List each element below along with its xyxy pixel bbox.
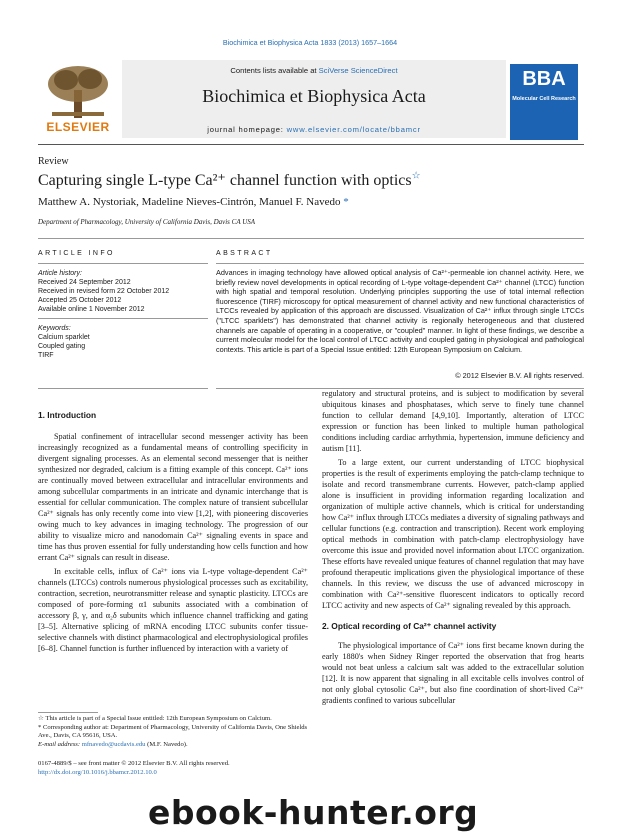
body-column-left xyxy=(38,410,308,654)
history-label: Article history: xyxy=(38,270,82,277)
history-revised: Received in revised form 22 October 2012 xyxy=(38,288,170,295)
article-history xyxy=(38,269,208,314)
history-accepted: Accepted 25 October 2012 xyxy=(38,297,122,304)
cover-subtitle: Molecular Cell Research xyxy=(512,96,576,102)
info-divider xyxy=(38,263,208,264)
journal-title: Biochimica et Biophysica Acta xyxy=(202,86,426,106)
article-title xyxy=(38,170,421,190)
homepage-link[interactable]: www.elsevier.com/locate/bbamcr xyxy=(286,125,421,134)
paragraph: The physiological importance of Ca²⁺ ions first became known during the early 1880's when Sidney Ringer reported the observation that frog hearts would not beat unless a calcium salt was added to the extracellular solution [12]. It is now apparent that signaling in all excitable cells involves control of not only global cytosolic Ca²⁺, but also fine coordination of short-lived Ca²⁺ gradients confined to various subcellular xyxy=(322,641,584,705)
contents-prefix: Contents lists available at xyxy=(230,66,319,75)
title-divider xyxy=(38,238,584,239)
cover-title: BBA xyxy=(522,68,566,90)
footnotes xyxy=(38,715,308,749)
header-divider xyxy=(38,144,584,145)
footnote-corresponding-author: * Corresponding author at: Department of Pharmacology, University of California Davis, One Shields Ave., Davis, CA 95616, USA. xyxy=(38,723,308,740)
footnote-divider xyxy=(38,712,98,713)
abstract-copyright: © 2012 Elsevier B.V. All rights reserved. xyxy=(455,371,584,380)
homepage-prefix: journal homepage: xyxy=(207,125,287,134)
issn-line: 0167-4889/$ – see front matter © 2012 Elsevier B.V. All rights reserved. xyxy=(38,760,230,767)
title-star-footnote[interactable]: ☆ xyxy=(411,170,421,182)
section-heading-introduction: 1. Introduction xyxy=(38,410,97,420)
contents-line xyxy=(122,66,506,75)
email-label: E-mail address: xyxy=(38,740,82,748)
affiliation: Department of Pharmacology, University of California Davis, Davis CA USA xyxy=(38,218,256,226)
section-heading-optical-recording: 2. Optical recording of Ca²⁺ channel activity xyxy=(322,621,497,631)
sciencedirect-link[interactable]: SciVerse ScienceDirect xyxy=(318,66,398,75)
journal-citation[interactable]: Biochimica et Biophysica Acta 1833 (2013) 1657–1664 xyxy=(222,38,398,47)
history-online: Available online 1 November 2012 xyxy=(38,306,145,313)
abstract-text: Advances in imaging technology have allowed optical analysis of Ca²⁺-permeable ion channel activity. Here, we briefly review novel developments in optical recording of L-type voltage-dependent Ca²⁺ channel (LTCC) function with high spatial and temporal resolution. Underlying principles supporting the use of total internal reflection fluorescence (TIRF) microscopy for optical measurement of channel activity and new functional characteristics of LTCCs revealed by application of this approach are discussed. Visualization of Ca²⁺ influx through single LTCCs ("LTCC sparklets") has demonstrated that channel activity is regionally heterogeneous and that clustered channels are capable of operating in a cooperative, or "coupled" manner. In light of these findings, we describe a current molecular model for the local control of LTCC activity and coupled gating in physiological and pathological contexts. This article is part of a Special Issue entitled: 12th European Symposium on Calcium. xyxy=(216,268,584,354)
doi-link[interactable]: http://dx.doi.org/10.1016/j.bbamcr.2012.10.0 xyxy=(38,768,157,776)
abstract-heading: ABSTRACT xyxy=(216,250,273,257)
footnote-email-line xyxy=(38,741,308,750)
keywords-label: Keywords: xyxy=(38,325,71,332)
publisher-logo-text: ELSEVIER xyxy=(46,120,110,134)
paragraph: regulatory and structural proteins, and is subject to modification by several ubiquitous kinases and phosphatases, which serve to finely tune channel function to cellular demand [4,9,10]. Importantly, alteration of LTCC expression or function has been linked to multiple human pathological conditions including cardiac arrhythmia, hypertension, immune deficiency and autism [11]. xyxy=(322,389,584,453)
history-received: Received 24 September 2012 xyxy=(38,279,131,286)
keyword-item: Calcium sparklet xyxy=(38,334,90,341)
body-column-right xyxy=(322,388,584,706)
keyword-item: Coupled gating xyxy=(38,343,86,350)
article-title-text: Capturing single L-type Ca²⁺ channel function with optics xyxy=(38,172,412,189)
watermark-text: ebook-hunter.org xyxy=(148,793,479,832)
info-bottom-divider xyxy=(38,388,208,389)
article-info-heading: ARTICLE INFO xyxy=(38,250,115,257)
paragraph: In excitable cells, influx of Ca²⁺ ions via L-type voltage-dependent Ca²⁺ channels (LTCCs) controls numerous physiological processes such as excitability, contraction, secretion, neurotransmitter release and synaptic plasticity. LTCCs are composed of pore-forming α1 subunits associated with a combination of accessory β, γ, and α₂δ subunits which influence channel trafficking and gating [3–5]. Alternative splicing of mRNA encoding LTCC subunits confer tissue-selective channels with distinct pharmacological and electrophysiological profiles [6–8]. Channel function is further influenced by interaction with a variety of xyxy=(38,567,308,653)
author-names: Matthew A. Nystoriak, Madeline Nieves-Cintrón, Manuel F. Navedo xyxy=(38,196,341,208)
author-list xyxy=(38,196,349,208)
corresponding-author-marker[interactable]: * xyxy=(340,196,349,208)
email-suffix: (M.F. Navedo). xyxy=(145,740,188,748)
footnote-special-issue: ☆ This article is part of a Special Issue entitled: 12th European Symposium on Calcium. xyxy=(38,715,272,722)
keywords-divider xyxy=(38,318,208,319)
keyword-item: TIRF xyxy=(38,352,54,359)
issn-block xyxy=(38,760,338,777)
paragraph: Spatial confinement of intracellular second messenger activity has been increasingly recognized as a fundamental means of controlling specificity in divergent signaling processes. As an elemental second messenger that is neither synthesized nor degraded, calcium is a fitting example of this concept. Ca²⁺ ions are continually moved between extracellular and intracellular environments and among subcellular compartments in an intricate and dynamic interchange that is essential for cellular communication. The complex nature of transient subcellular Ca²⁺ signals has only recently come into view [1,2], with pioneering discoveries owing much to key advances in imaging technology. The progression of our ability to visualize micro and nanodomain Ca²⁺ signaling events in space and time has thus proven essential for fully understanding how cells function and how errant Ca²⁺ signals can result in disease. xyxy=(38,432,308,562)
article-type: Review xyxy=(38,156,69,167)
author-email-link[interactable]: mfnavedo@ucdavis.edu xyxy=(81,740,146,748)
journal-homepage xyxy=(122,125,506,134)
paragraph: To a large extent, our current understanding of LTCC biophysical properties is the result of experiments employing the patch-clamp technique to isolate and record transmembrane currents. However, patch-clamp applied alone is insufficient in providing information regarding localization and organization of multiple active channels, which is critical for understanding how Ca²⁺ influx through LTCCs mediates a diversity of signaling pathways and cellular functions (e.g. contraction and transcription). Recent work employing optical methods in combination with patch-clamp electrophysiology have overcome this issue and provided novel information about LTCC organization. These efforts have revealed unique features of channel regulation that may have profound therapeutic implications given the physiological importance of these channels. In this review, we discuss the use of advanced microscopy in combination with Ca²⁺-sensitive fluorescent indicators to optically record LTCC activity and new aspects of Ca²⁺ signaling revealed by this approach. xyxy=(322,458,584,610)
keywords xyxy=(38,324,208,360)
abstract-divider xyxy=(216,263,584,264)
